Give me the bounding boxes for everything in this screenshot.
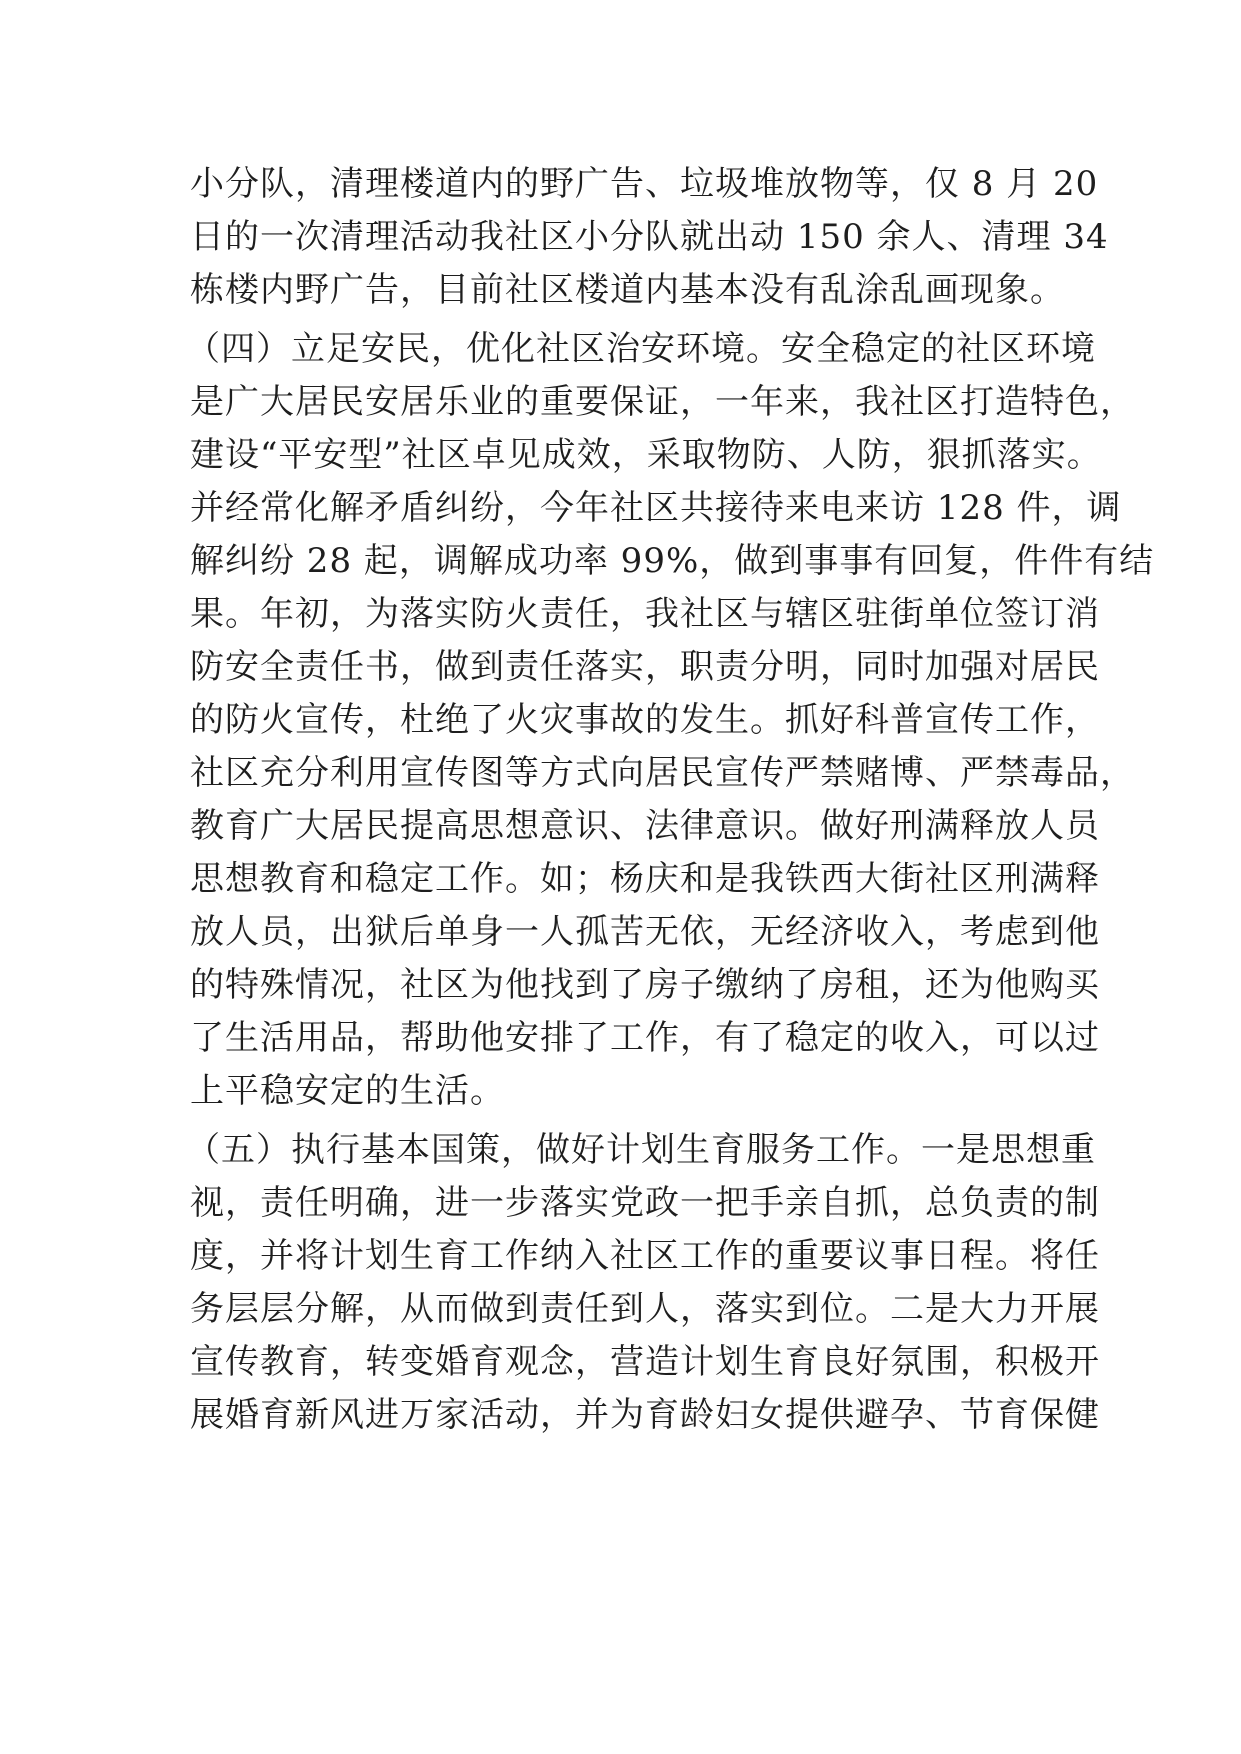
text-line: 并经常化解矛盾纠纷，今年社区共接待来电来访 128 件，调 — [190, 488, 1122, 528]
text-line: 度，并将计划生育工作纳入社区工作的重要议事日程。将任 — [190, 1236, 1100, 1276]
text-line: 了生活用品，帮助他安排了工作，有了稳定的收入，可以过 — [190, 1018, 1100, 1058]
text-line: 是广大居民安居乐业的重要保证，一年来，我社区打造特色， — [190, 382, 1135, 422]
text-line: 建设“平安型”社区卓见成效，采取物防、人防，狠抓落实。 — [190, 435, 1102, 475]
text-line: 的防火宣传，杜绝了火灾事故的发生。抓好科普宣传工作， — [190, 700, 1100, 740]
text-line: 上平稳安定的生活。 — [190, 1071, 505, 1111]
text-line: 果。年初，为落实防火责任，我社区与辖区驻街单位签订消 — [190, 594, 1100, 634]
text-line: 的特殊情况，社区为他找到了房子缴纳了房租，还为他购买 — [190, 965, 1100, 1005]
text-line: 宣传教育，转变婚育观念，营造计划生育良好氛围，积极开 — [190, 1342, 1100, 1382]
section-heading-line: （四）立足安民，优化社区治安环境。安全稳定的社区环境 — [186, 329, 1096, 369]
document-body — [186, 158, 1155, 1442]
text-line: 社区充分利用宣传图等方式向居民宣传严禁赌博、严禁毒品， — [190, 753, 1135, 793]
text-line: 思想教育和稳定工作。如；杨庆和是我铁西大街社区刑满释 — [190, 859, 1100, 899]
text-line: 展婚育新风进万家活动，并为育龄妇女提供避孕、节育保健 — [190, 1395, 1100, 1435]
text-line: 解纠纷 28 起，调解成功率 99%，做到事事有回复，件件有结 — [190, 541, 1155, 581]
text-line: 放人员，出狱后单身一人孤苦无依，无经济收入，考虑到他 — [190, 912, 1100, 952]
section-heading-line: （五）执行基本国策，做好计划生育服务工作。一是思想重 — [186, 1130, 1096, 1170]
text-line: 日的一次清理活动我社区小分队就出动 150 余人、清理 34 — [190, 217, 1109, 257]
text-line: 务层层分解，从而做到责任到人，落实到位。二是大力开展 — [190, 1289, 1100, 1329]
text-line: 防安全责任书，做到责任落实，职责分明，同时加强对居民 — [190, 647, 1100, 687]
text-line: 视，责任明确，进一步落实党政一把手亲自抓，总负责的制 — [190, 1183, 1100, 1223]
text-line: 教育广大居民提高思想意识、法律意识。做好刑满释放人员 — [190, 806, 1100, 846]
text-line: 小分队，清理楼道内的野广告、垃圾堆放物等，仅 8 月 20 — [190, 164, 1099, 204]
text-line: 栋楼内野广告，目前社区楼道内基本没有乱涂乱画现象。 — [190, 270, 1065, 310]
